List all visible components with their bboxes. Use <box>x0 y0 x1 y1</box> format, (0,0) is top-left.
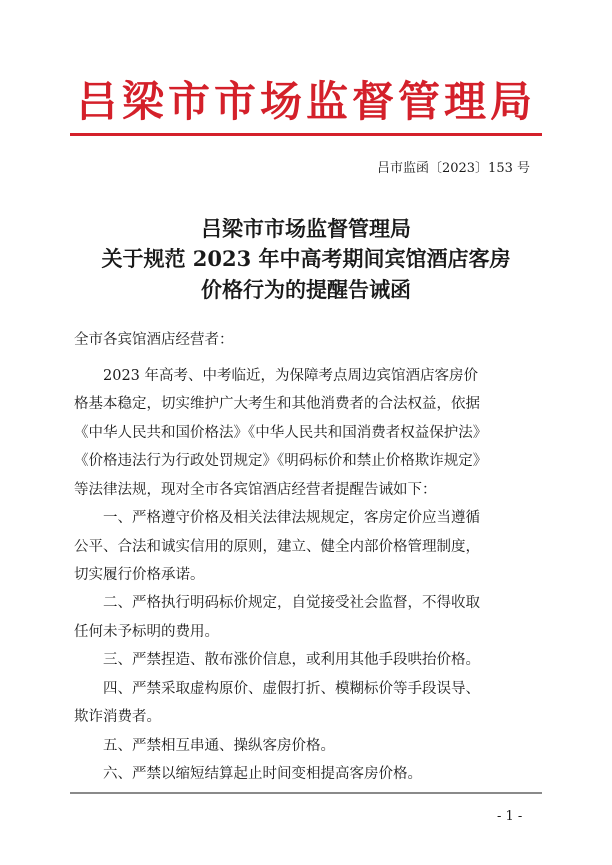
body-line: 《中华人民共和国价格法》《中华人民共和国消费者权益保护法》 <box>74 425 488 441</box>
red-header-divider <box>70 133 542 136</box>
body-line: 2023 年高考、中考临近，为保障考点周边宾馆酒店客房价 <box>74 368 479 384</box>
body-line: 欺诈消费者。 <box>74 709 161 725</box>
page-number: - 1 - <box>497 809 523 824</box>
body-line: 格基本稳定，切实维护广大考生和其他消费者的合法权益，依据 <box>74 396 480 412</box>
body-line: 四、严禁采取虚构原价、虚假打折、模糊标价等手段误导、 <box>74 681 480 697</box>
body-line: 等法律法规，现对全市各宾馆酒店经营者提醒告诫如下： <box>74 482 437 498</box>
body-line: 任何未予标明的费用。 <box>74 624 219 640</box>
issuing-agency-header: 吕梁市市场监督管理局 <box>75 77 536 126</box>
body-line: 五、严禁相互串通、操纵客房价格。 <box>74 738 335 754</box>
document-title-line-2: 关于规范 2023 年中高考期间宾馆酒店客房 <box>101 246 511 271</box>
document-number: 吕市监函〔2023〕153 号 <box>376 161 530 176</box>
body-line: 切实履行价格承诺。 <box>74 567 205 583</box>
body-line: 一、严格遵守价格及相关法律法规规定，客房定价应当遵循 <box>74 510 480 526</box>
footer-divider <box>70 792 542 794</box>
document-title-line-3: 价格行为的提醒告诫函 <box>201 277 411 302</box>
body-line: 二、严格执行明码标价规定，自觉接受社会监督，不得收取 <box>74 595 480 611</box>
body-line: 六、严禁以缩短结算起止时间变相提高客房价格。 <box>74 766 422 782</box>
body-line: 三、严禁捏造、散布涨价信息，或利用其他手段哄抬价格。 <box>74 652 480 668</box>
salutation: 全市各宾馆酒店经营者： <box>74 332 234 348</box>
body-line: 公平、合法和诚实信用的原则，建立、健全内部价格管理制度， <box>74 539 480 555</box>
document-title-line-1: 吕梁市市场监督管理局 <box>201 216 411 241</box>
body-line: 《价格违法行为行政处罚规定》《明码标价和禁止价格欺诈规定》 <box>74 453 488 469</box>
